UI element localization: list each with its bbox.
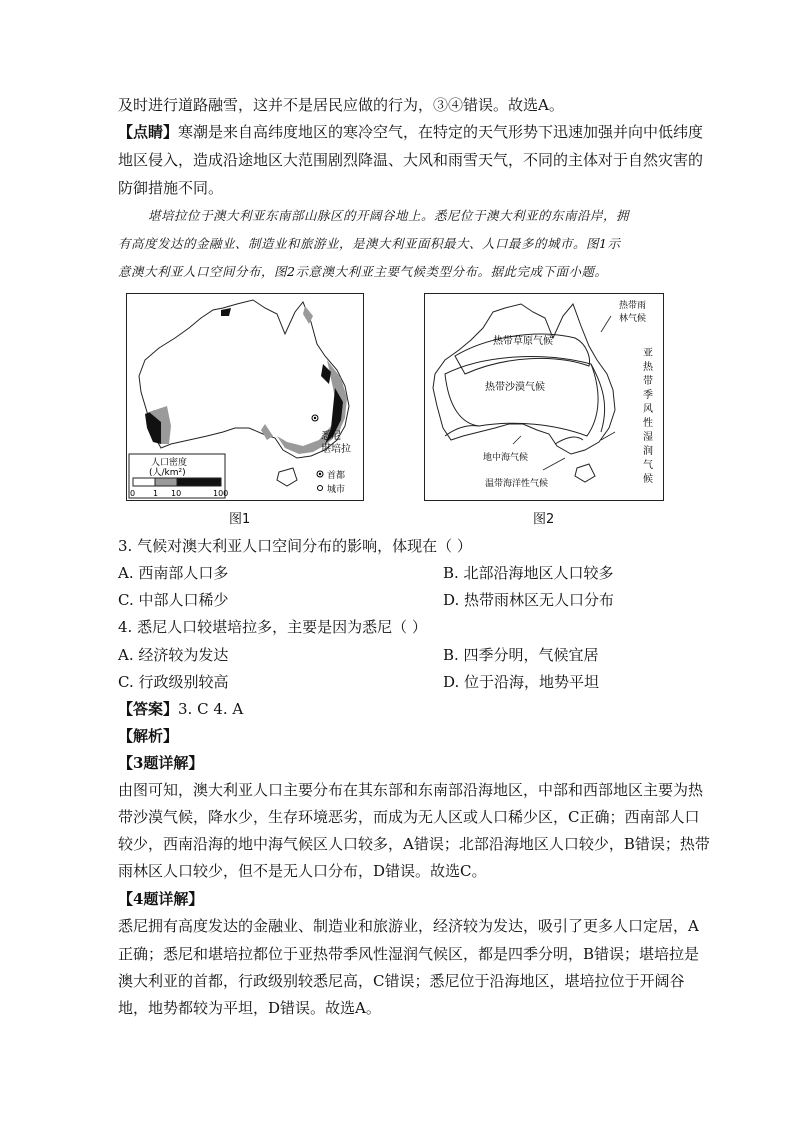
svg-text:风: 风	[643, 404, 653, 415]
australia-climate-svg	[425, 294, 663, 500]
rainforest-label: 林气候	[619, 314, 647, 324]
question-4-option-b: B. 四季分明，气候宜居	[443, 646, 599, 664]
detail-3-line: 带沙漠气候，降水少，生存环境恶劣，而成为无人区或人口稀少区，C正确；西南部人口	[118, 808, 700, 826]
tip-text: 寒潮是来自高纬度地区的寒冷空气，在特定的天气形势下迅速加强并向中低纬度	[178, 123, 704, 141]
detail-3-line: 由图可知，澳大利亚人口主要分布在其东部和东南部沿海地区，中部和西部地区主要为热	[118, 781, 704, 799]
detail-4-line: 正确；悉尼和堪培拉都位于亚热带季风性湿润气候区，都是四季分明，B错误；堪培拉是	[118, 945, 700, 963]
question-3-option-c: C. 中部人口稀少	[118, 591, 229, 609]
text-line: 地区侵入，造成沿途地区大范围剧烈降温、大风和雨雪天气，不同的主体对于自然灾害的	[118, 151, 704, 169]
detail-4-label: 【4题详解】	[118, 890, 204, 908]
answer-text: 3. C 4. A	[178, 700, 244, 718]
svg-text:季: 季	[643, 390, 653, 401]
detail-3-line: 较少，西南沿海的地中海气候区人口较多，A错误；北部沿海地区人口较少，B错误；热带	[118, 835, 710, 853]
savanna-label: 热带草原气候	[493, 336, 553, 347]
figure-1-population-map	[126, 293, 364, 501]
figure-1-caption: 图1	[229, 512, 251, 527]
analysis-label: 【解析】	[118, 727, 179, 745]
legend-unit: (人/km²)	[149, 468, 186, 478]
detail-4-line: 澳大利亚的首都，行政级别较悉尼高，C错误；悉尼位于沿海地区，堪培拉位于开阔谷	[118, 972, 685, 990]
question-4-option-a: A. 经济较为发达	[118, 646, 229, 664]
city-symbol	[318, 486, 323, 491]
answer-line	[118, 699, 243, 719]
svg-text:性: 性	[643, 418, 653, 429]
legend-tick: 100	[213, 489, 229, 498]
question-4-stem: 4. 悉尼人口较堪培拉多，主要是因为悉尼（ ）	[118, 618, 427, 636]
detail-4-line: 悉尼拥有高度发达的金融业、制造业和旅游业，经济较为发达，吸引了更多人口定居，A	[118, 917, 699, 935]
tasmania	[575, 464, 595, 482]
tip-label: 【点睛】	[118, 123, 179, 141]
intro-line: 有高度发达的金融业、制造业和旅游业，是澳大利亚面积最大、人口最多的城市。图1示	[118, 236, 621, 251]
answer-label: 【答案】	[118, 700, 179, 718]
sydney-label: 悉尼	[321, 431, 341, 442]
detail-3-label: 【3题详解】	[118, 754, 204, 772]
question-3-option-b: B. 北部沿海地区人口较多	[443, 564, 614, 582]
text-line: 防御措施不同。	[118, 179, 224, 197]
capital-symbol	[319, 473, 321, 475]
svg-text:带: 带	[643, 376, 653, 387]
canberra-label: 堪培拉	[321, 444, 351, 455]
figure-2-caption: 图2	[533, 512, 555, 527]
legend-tick: 1	[153, 489, 159, 498]
mediterranean-label: 地中海气候	[483, 453, 529, 463]
intro-line: 意澳大利亚人口空间分布，图2示意澳大利亚主要气候类型分布。据此完成下面小题。	[118, 264, 608, 279]
svg-text:热: 热	[643, 362, 653, 373]
svg-text:亚: 亚	[643, 348, 653, 359]
svg-text:候: 候	[643, 474, 653, 485]
svg-text:润: 润	[643, 446, 653, 457]
australia-population-svg	[127, 294, 363, 500]
legend-tick: 10	[171, 489, 182, 498]
tasmania	[277, 468, 297, 486]
question-3-stem: 3. 气候对澳大利亚人口空间分布的影响，体现在（ ）	[118, 537, 472, 555]
text-line: 及时进行道路融雪，这并不是居民应做的行为，③④错误。故选A。	[118, 96, 564, 114]
capital-label: 首都	[327, 471, 346, 481]
detail-4-line: 地，地势都较为平坦，D错误。故选A。	[118, 999, 381, 1017]
oceanic-label: 温带海洋性气候	[485, 479, 549, 489]
desert-label: 热带沙漠气候	[485, 382, 545, 393]
figure-2-climate-map	[424, 293, 664, 501]
legend-tick: 0	[130, 489, 136, 498]
detail-3-line: 雨林区人口较少，但不是无人口分布，D错误。故选C。	[118, 862, 487, 880]
svg-text:气: 气	[643, 460, 653, 471]
city-label: 城市	[327, 485, 346, 495]
svg-text:湿: 湿	[643, 432, 653, 443]
legend-title: 人口密度	[151, 458, 188, 468]
question-3-option-a: A. 西南部人口多	[118, 564, 229, 582]
question-3-option-d: D. 热带雨林区无人口分布	[443, 591, 615, 609]
subtropical-label	[643, 347, 654, 485]
intro-line: 堪培拉位于澳大利亚东南部山脉区的开阔谷地上。悉尼位于澳大利亚的东南沿岸，拥	[148, 208, 630, 223]
question-4-option-d: D. 位于沿海，地势平坦	[443, 673, 600, 691]
rainforest-label: 热带雨	[619, 301, 647, 311]
tip-line	[118, 122, 703, 142]
question-4-option-c: C. 行政级别较高	[118, 673, 229, 691]
